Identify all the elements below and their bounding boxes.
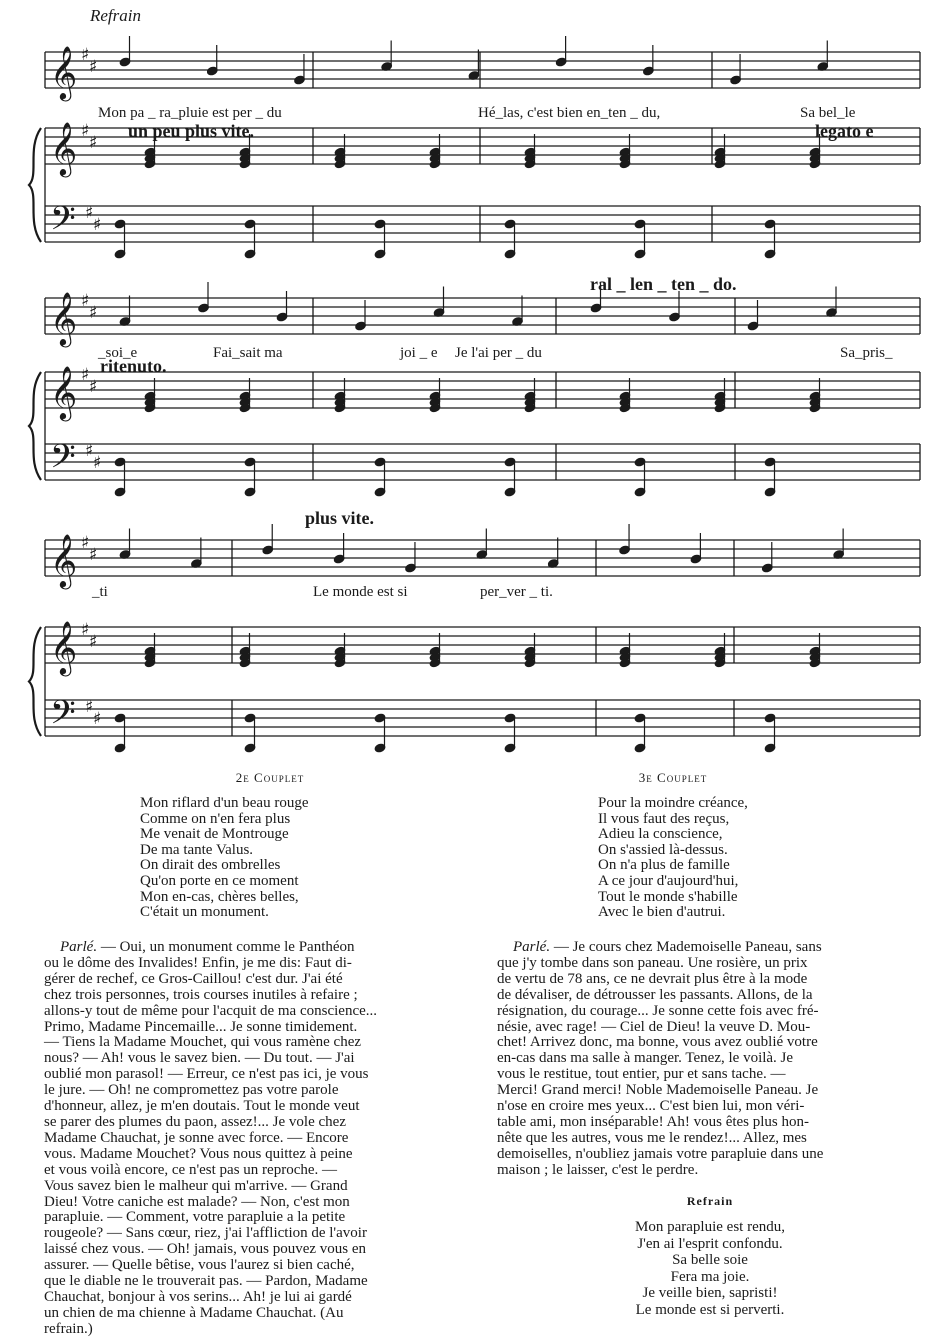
prose-line <box>44 1179 462 1195</box>
prose-text: rougeole? — Sans cœur, riez, j'ai l'affliction de l'avoir <box>44 1225 367 1242</box>
verse-line: On s'assied là-dessus. <box>598 841 728 858</box>
prose-text: se parer des plumes du paon, assez!... Je vole chez <box>44 1113 346 1130</box>
verse-line: C'était un monument. <box>140 904 269 921</box>
prose-text: de dévaliser, de détrousser les passants. Allons, de la <box>497 986 813 1003</box>
parle-label: Parlé. <box>60 939 98 955</box>
bass-clef-icon: 𝄢 <box>50 200 76 246</box>
couplet-2 <box>140 770 440 921</box>
prose-line <box>44 1115 462 1131</box>
prose-text: ou le dôme des Invalides! Enfin, je me dis: Faut di- <box>44 954 352 971</box>
lyric-text: _ti <box>92 584 108 600</box>
verse-line: On dirait des ombrelles <box>140 857 281 874</box>
prose-text: nous? — Ah! vous le savez bien. — Du tout. — J'ai <box>44 1050 355 1067</box>
prose-text: en-cas dans ma salle à manger. Tenez, le voilà. Je <box>497 1050 794 1067</box>
prose-line <box>44 1083 462 1099</box>
lyric-text: per_ver _ ti. <box>480 584 553 600</box>
lyric-text: Hé_las, c'est bien en_ten _ du, <box>478 105 661 121</box>
lyric-text: Sa_pris_ <box>840 345 893 361</box>
sharp-icon: ♯ <box>81 291 90 311</box>
prose-line <box>497 1067 917 1083</box>
sharp-icon: ♯ <box>85 697 94 717</box>
prose-line <box>44 1067 462 1083</box>
verse-line: Pour la moindre créance, <box>598 795 748 811</box>
prose-text: Madame Chauchat, je sonne avec force. — Encore <box>44 1129 349 1146</box>
refrain-label: Refrain <box>90 6 141 25</box>
verse-line: Tout le monde s'habille <box>598 888 738 905</box>
prose-line <box>44 1306 462 1322</box>
couplet-2-verse <box>140 796 440 921</box>
lyric-text: Le monde est si <box>313 584 408 600</box>
prose-line <box>497 1147 917 1163</box>
prose-text: que j'y tombe dans son paneau. Une rosière, un prix <box>497 954 808 971</box>
verse-line: Qu'on porte en ce moment <box>140 872 299 889</box>
prose-text: de vertu de 78 ans, ce ne devrait plus être à la mode <box>497 970 808 987</box>
tempo-mark: plus vite. <box>305 508 375 528</box>
bass-clef-icon: 𝄢 <box>50 438 76 484</box>
prose-line <box>44 1322 462 1338</box>
prose-line <box>44 1020 462 1036</box>
prose-text: refrain.) <box>44 1320 93 1337</box>
lyric-text: Mon pa _ ra_pluie est per _ du <box>98 105 282 121</box>
prose-text: vous. Madame Mouchet? Vous nous quittez à peine <box>44 1145 353 1162</box>
piano-brace <box>29 627 41 736</box>
refrain-line: Sa belle soie <box>672 1252 748 1268</box>
prose-line <box>497 1131 917 1147</box>
refrain-line: Mon parapluie est rendu, <box>635 1219 785 1235</box>
prose-text: laissé chez vous. — Oh! jamais, vous pouvez vous en <box>44 1241 367 1258</box>
prose-text: que le diable ne le trouverait pas. — Pardon, Madame <box>44 1273 368 1290</box>
prose-text: nésie, avec rage! — Ciel de Dieu! la veuve D. Mou- <box>497 1018 811 1035</box>
verse-line: De ma tante Valus. <box>140 841 254 858</box>
treble-clef-icon: 𝄞 <box>50 365 78 419</box>
prose-line <box>44 1163 462 1179</box>
verse-line: On n'a plus de famille <box>598 857 730 874</box>
prose-text: parapluie. — Comment, votre parapluie a la petite <box>44 1209 346 1226</box>
piano-brace <box>29 128 41 242</box>
sharp-icon: ♯ <box>89 632 98 652</box>
prose-line <box>497 988 917 1004</box>
couplet-3-verse <box>598 796 898 921</box>
bass-clef-icon: 𝄢 <box>50 694 76 740</box>
prose-text: Vous savez bien le malheur qui m'arrive. — Grand <box>44 1177 348 1194</box>
sharp-icon: ♯ <box>81 533 90 553</box>
refrain-line: J'en ai l'esprit confondu. <box>637 1235 783 1252</box>
sharp-icon: ♯ <box>89 545 98 565</box>
prose-line <box>44 1195 462 1211</box>
prose-line <box>44 1226 462 1242</box>
prose-line <box>497 1051 917 1067</box>
prose-text: gérer de rechef, ce Gros-Caillou! c'est dur. J'ai été <box>44 970 343 987</box>
final-refrain <box>560 1194 860 1318</box>
prose-line <box>44 1131 462 1147</box>
prose-text: — Je cours chez Mademoiselle Paneau, sans <box>550 939 822 955</box>
prose-line <box>497 1004 917 1020</box>
refrain-line: Fera ma joie. <box>670 1268 750 1285</box>
lyric-text: Fai_sait ma <box>213 345 283 361</box>
sharp-icon: ♯ <box>89 377 98 397</box>
prose-text: Merci! Grand merci! Noble Mademoiselle Paneau. Je <box>497 1082 819 1099</box>
lyric-text: _soi_e <box>98 345 138 361</box>
verse-line: Mon riflard d'un beau rouge <box>140 795 309 811</box>
prose-line <box>44 1258 462 1274</box>
sharp-icon: ♯ <box>93 709 102 729</box>
prose-line <box>44 940 462 956</box>
treble-clef-icon: 𝄞 <box>50 291 78 345</box>
verse-line: Comme on n'en fera plus <box>140 810 291 827</box>
verse-line: Il vous faut des reçus, <box>598 810 730 827</box>
final-refrain-verse <box>560 1219 860 1318</box>
couplet-2-title: 2e Couplet <box>235 770 305 785</box>
refrain-line: Le monde est si perverti. <box>635 1301 785 1318</box>
prose-line <box>497 1020 917 1036</box>
prose-line <box>497 1083 917 1099</box>
prose-text: Primo, Madame Pincemaille... Je sonne timidement. <box>44 1018 358 1035</box>
prose-line <box>44 1242 462 1258</box>
prose-text: demoiselles, n'oubliez jamais votre parapluie dans une <box>497 1145 824 1162</box>
prose-text: et vous voilà encore, ce n'est pas un reproche. — <box>44 1161 338 1178</box>
treble-clef-icon: 𝄞 <box>50 533 78 587</box>
sharp-icon: ♯ <box>81 365 90 385</box>
lyric-text: Je l'ai per _ du <box>455 345 542 361</box>
prose-line <box>44 1051 462 1067</box>
prose-text: allons-y tout de même pour l'acquit de ma conscience... <box>44 1002 378 1019</box>
treble-clef-icon: 𝄞 <box>50 620 78 674</box>
verse-line: Mon en-cas, chères belles, <box>140 888 299 905</box>
prose-text: chez trois personnes, trois courses inutiles à refaire ; <box>44 986 358 1003</box>
sharp-icon: ♯ <box>81 121 90 141</box>
prose-text: Chauchat, bonjour à vos serins... Ah! je lui ai gardé <box>44 1288 352 1305</box>
prose-text: résignation, du courage... Je sonne cette fois avec fré- <box>497 1002 819 1019</box>
prose-line <box>44 956 462 972</box>
prose-text: un chien de ma chienne à Madame Chauchat. (Au <box>44 1304 344 1321</box>
prose-text: — Tiens la Madame Mouchet, qui vous ramène chez <box>44 1034 362 1051</box>
couplet-3 <box>598 770 898 921</box>
prose-line <box>497 1163 917 1179</box>
prose-line <box>44 988 462 1004</box>
treble-clef-icon: 𝄞 <box>50 45 78 99</box>
prose-text: vous le restitue, tout entier, pur et sans tache. — <box>497 1066 786 1083</box>
prose-line <box>497 972 917 988</box>
final-refrain-title: Refrain <box>686 1194 734 1208</box>
verse-line: A ce jour d'aujourd'hui, <box>598 872 739 889</box>
prose-line <box>497 1115 917 1131</box>
prose-line <box>44 1147 462 1163</box>
sharp-icon: ♯ <box>81 45 90 65</box>
prose-line <box>44 1290 462 1306</box>
prose-text: d'honneur, allez, je m'en doutais. Tout le monde veut <box>44 1098 360 1115</box>
verse-line: Avec le bien d'autrui. <box>598 904 726 921</box>
prose-line <box>44 1210 462 1226</box>
tempo-mark: legato e <box>815 121 874 141</box>
prose-text: nête que les autres, vous me le rendez!... Allez, mes <box>497 1129 807 1146</box>
prose-line <box>44 1004 462 1020</box>
prose-text: maison ; le laisser, c'est le perdre. <box>497 1161 699 1178</box>
tempo-mark: ral _ len _ ten _ do. <box>590 274 737 294</box>
prose-text: Dieu! Votre caniche est malade? — Non, c'est mon <box>44 1193 350 1210</box>
prose-text: oublié mon parasol! — Erreur, ce n'est pas ici, je vous <box>44 1066 369 1083</box>
verse-line: Me venait de Montrouge <box>140 826 289 843</box>
prose-line <box>497 956 917 972</box>
sharp-icon: ♯ <box>81 620 90 640</box>
prose-line <box>497 940 917 956</box>
lyric-text: joi _ e <box>400 345 438 361</box>
parle-label: Parlé. <box>513 939 551 955</box>
prose-text: chet! Arrivez donc, ma bonne, vous avez oublié votre <box>497 1034 818 1051</box>
prose-text: — Oui, un monument comme le Panthéon <box>97 939 355 955</box>
sharp-icon: ♯ <box>93 453 102 473</box>
refrain-line: Je veille bien, sapristi! <box>642 1285 778 1301</box>
verse-line: Adieu la conscience, <box>598 826 723 843</box>
tempo-mark: ritenuto. <box>100 356 167 376</box>
sharp-icon: ♯ <box>93 215 102 235</box>
prose-line <box>44 1274 462 1290</box>
couplet-3-title: 3e Couplet <box>638 770 708 785</box>
piano-brace <box>29 372 41 480</box>
sharp-icon: ♯ <box>89 57 98 77</box>
treble-clef-icon: 𝄞 <box>50 121 78 175</box>
prose-line <box>497 1035 917 1051</box>
sharp-icon: ♯ <box>85 441 94 461</box>
sharp-icon: ♯ <box>89 133 98 153</box>
parle-left <box>44 940 462 1338</box>
prose-line <box>44 972 462 988</box>
parle-right <box>497 940 917 1179</box>
prose-text: le jure. — Oh! ne compromettez pas votre parole <box>44 1082 339 1099</box>
sharp-icon: ♯ <box>85 203 94 223</box>
prose-line <box>44 1035 462 1051</box>
prose-text: assurer. — Quelle bêtise, vous l'aurez si bien caché, <box>44 1257 355 1274</box>
prose-text: table ami, mon inséparable! Ah! vous êtes plus hon- <box>497 1113 810 1130</box>
sharp-icon: ♯ <box>89 303 98 323</box>
prose-line <box>497 1099 917 1115</box>
lyric-text: Sa bel_le <box>800 105 856 121</box>
prose-line <box>44 1099 462 1115</box>
tempo-mark: un peu plus vite. <box>128 121 255 141</box>
prose-text: n'ose en croire mes yeux... C'est bien lui, mon véri- <box>497 1098 805 1115</box>
